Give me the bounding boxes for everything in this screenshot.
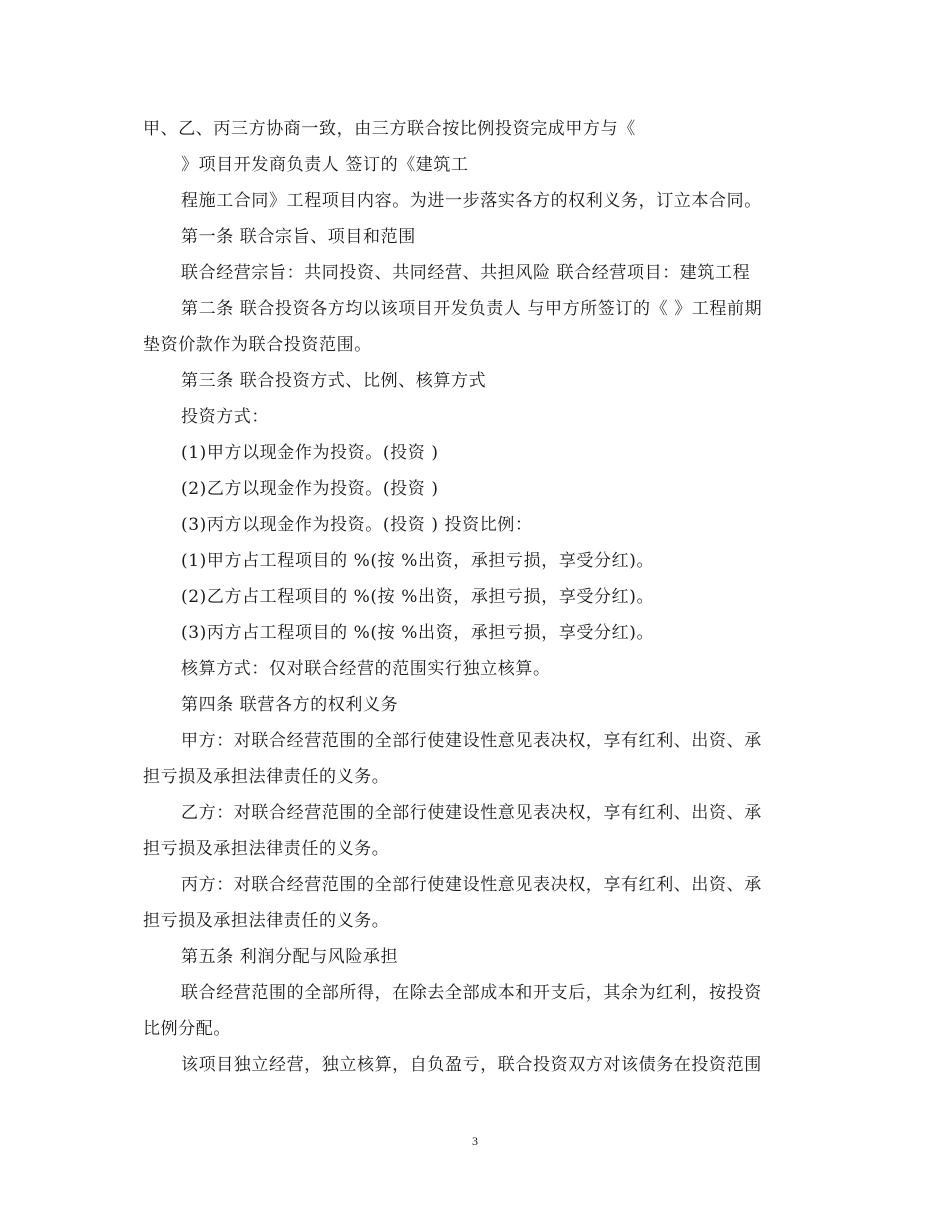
text-line: 该项目独立经营，独立核算，自负盈亏，联合投资双方对该债务在投资范围 xyxy=(181,1055,762,1075)
list-item: (2)乙方以现金作为投资。(投资 ) xyxy=(181,479,439,499)
text-line: 担亏损及承担法律责任的义务。 xyxy=(143,767,390,787)
text-line: 甲方：对联合经营范围的全部行使建设性意见表决权，享有红利、出资、承 xyxy=(181,731,762,751)
text-line: 比例分配。 xyxy=(143,1019,231,1039)
text-line: 甲、乙、丙三方协商一致，由三方联合按比例投资完成甲方与《 xyxy=(143,119,636,139)
section-heading: 第五条 利润分配与风险承担 xyxy=(181,947,399,967)
text-line: 担亏损及承担法律责任的义务。 xyxy=(143,839,390,859)
text-line: 程施工合同》工程项目内容。为进一步落实各方的权利义务，订立本合同。 xyxy=(181,191,762,211)
text-line: 垫资价款作为联合投资范围。 xyxy=(143,335,372,355)
list-item: (1)甲方以现金作为投资。(投资 ) xyxy=(181,443,439,463)
text-line: 联合经营范围的全部所得，在除去全部成本和开支后，其余为红利，按投资 xyxy=(181,983,762,1003)
section-heading: 第二条 联合投资各方均以该项目开发负责人 与甲方所签订的《 》工程前期 xyxy=(181,299,763,319)
section-heading: 第三条 联合投资方式、比例、核算方式 xyxy=(181,371,487,391)
page-number: 3 xyxy=(472,1134,478,1148)
list-item: (3)丙方以现金作为投资。(投资 ) 投资比例： xyxy=(181,515,533,535)
section-heading: 第一条 联合宗旨、项目和范围 xyxy=(181,227,416,247)
text-line: 核算方式：仅对联合经营的范围实行独立核算。 xyxy=(181,659,551,679)
text-line: 乙方：对联合经营范围的全部行使建设性意见表决权，享有红利、出资、承 xyxy=(181,803,762,823)
list-item: (3)丙方占工程项目的 %(按 %出资，承担亏损，享受分红)。 xyxy=(181,623,655,643)
text-line: 丙方：对联合经营范围的全部行使建设性意见表决权，享有红利、出资、承 xyxy=(181,875,762,895)
text-line: 》项目开发商负责人 签订的《建筑工 xyxy=(181,155,469,175)
list-item: (1)甲方占工程项目的 %(按 %出资，承担亏损，享受分红)。 xyxy=(181,551,655,571)
text-line: 担亏损及承担法律责任的义务。 xyxy=(143,911,390,931)
list-item: (2)乙方占工程项目的 %(按 %出资，承担亏损，享受分红)。 xyxy=(181,587,655,607)
section-heading: 第四条 联营各方的权利义务 xyxy=(181,695,399,715)
text-line: 投资方式： xyxy=(181,407,269,427)
text-line: 联合经营宗旨：共同投资、共同经营、共担风险 联合经营项目：建筑工程 xyxy=(181,263,751,283)
